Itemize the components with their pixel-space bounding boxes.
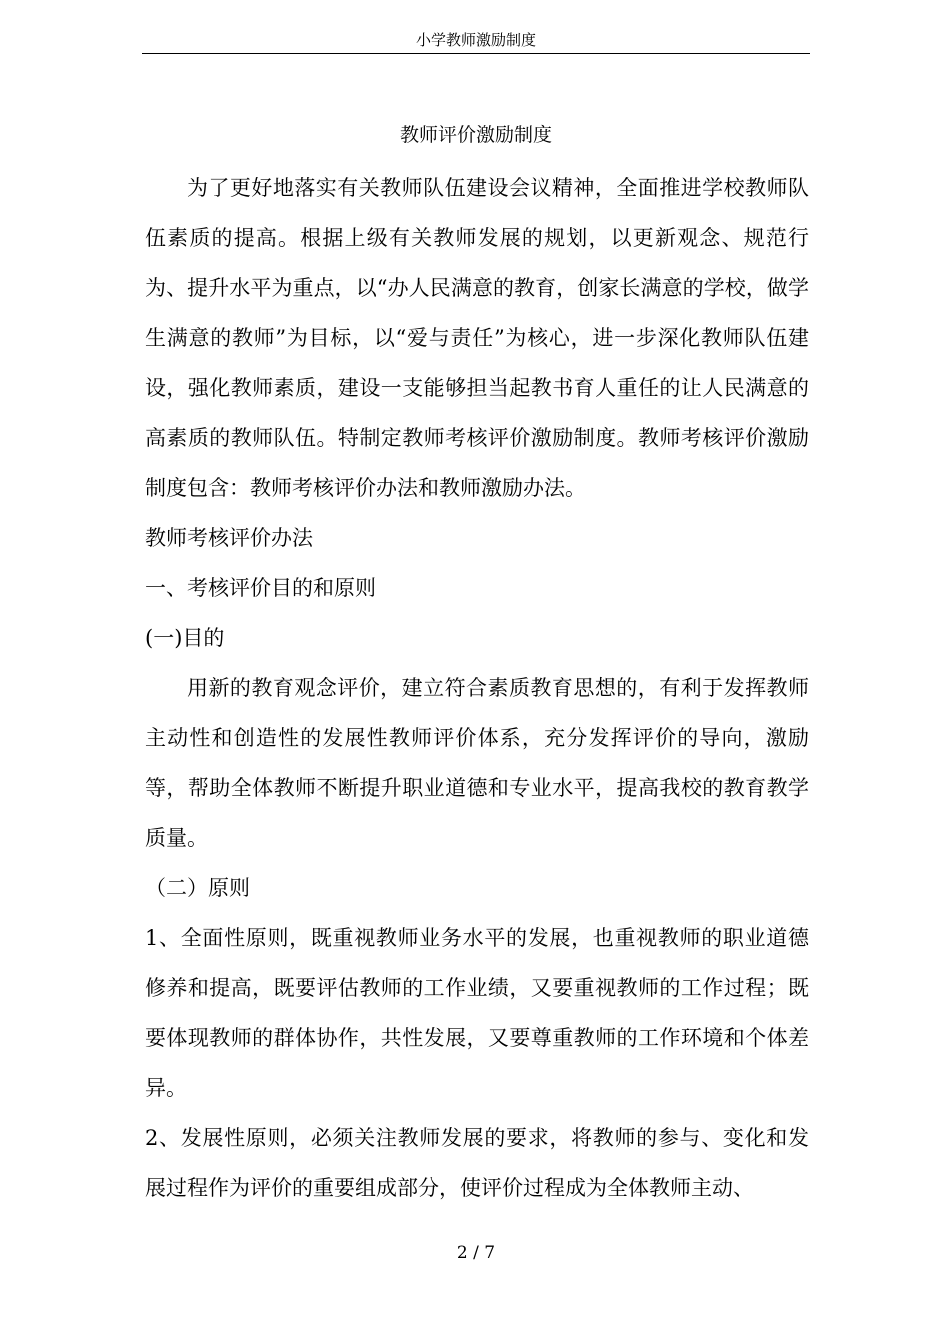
subsection-heading: 一、考核评价目的和原则 (145, 576, 376, 600)
principle-2-paragraph: 2、发展性原则，必须关注教师发展的要求，将教师的参与、变化和发展过程作为评价的重要组成部分，使评价过程成为全体教师主动、 (145, 1126, 809, 1200)
intro-paragraph: 为了更好地落实有关教师队伍建设会议精神，全面推进学校教师队伍素质的提高。根据上级有关教师发展的规划，以更新观念、规范行为、提升水平为重点，以“办人民满意的教育，创家长满意的学校，做学生满意的教师”为目标，以“爱与责任”为核心，进一步深化教师队伍建设，强化教师素质，建设一支能够担当起教书育人重任的让人民满意的高素质的教师队伍。特制定教师考核评价激励制度。教师考核评价激励制度包含：教师考核评价办法和教师激励办法。 (145, 176, 809, 500)
item-heading-purpose: (一)目的 (145, 626, 225, 650)
page-header: 小学教师激励制度 (415, 31, 536, 49)
page-number: 2 / 7 (456, 1243, 496, 1263)
document-body (145, 163, 809, 1213)
section-heading: 教师考核评价办法 (145, 526, 313, 550)
principle-1-paragraph: 1、全面性原则，既重视教师业务水平的发展，也重视教师的职业道德修养和提高，既要评估教师的工作业绩，又要重视教师的工作过程；既要体现教师的群体协作，共性发展，又要尊重教师的工作环境和个体差异。 (145, 926, 809, 1100)
purpose-paragraph: 用新的教育观念评价，建立符合素质教育思想的，有利于发挥教师主动性和创造性的发展性教师评价体系，充分发挥评价的导向，激励等，帮助全体教师不断提升职业道德和专业水平，提高我校的教育教学质量。 (145, 676, 809, 850)
item-heading-principles: （二）原则 (145, 876, 250, 900)
header-divider (142, 53, 810, 54)
document-title: 教师评价激励制度 (399, 124, 552, 146)
